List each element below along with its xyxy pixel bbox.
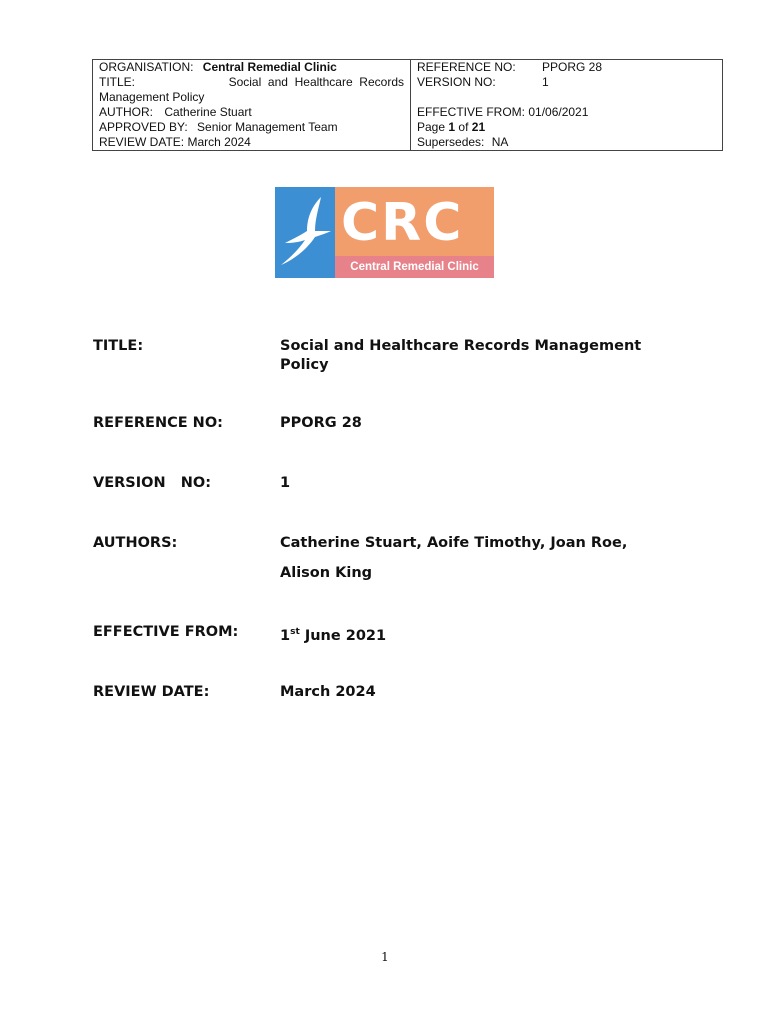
cover-version-field <box>93 474 733 493</box>
crc-logo <box>275 187 494 278</box>
review-row <box>99 135 404 150</box>
header-left-cell <box>93 60 411 151</box>
cover-authors-line2: Alison King <box>280 565 373 581</box>
cover-authors-field <box>93 534 733 553</box>
effective-value: 01/06/2021 <box>528 105 589 119</box>
page-current: 1 <box>448 120 456 134</box>
supersedes-label: Supersedes: <box>417 135 485 149</box>
supersedes-row <box>417 135 716 150</box>
title-row <box>99 75 404 90</box>
cover-reference-field <box>93 414 733 433</box>
supersedes-value: NA <box>491 135 509 149</box>
effective-label: EFFECTIVE FROM: <box>417 105 525 119</box>
title-value-line2: Management Policy <box>99 90 205 104</box>
document-control-table <box>92 59 723 151</box>
author-label: AUTHOR: <box>99 105 153 119</box>
effective-rest: June 2021 <box>299 627 387 644</box>
cover-effective-value <box>280 623 680 646</box>
cover-authors-label: AUTHORS: <box>93 535 178 551</box>
cover-reference-value: PPORG 28 <box>280 415 362 431</box>
organisation-value: Central Remedial Clinic <box>202 60 337 74</box>
cover-authors-line1: Catherine Stuart, Aoife Timothy, Joan Roe, <box>280 535 628 551</box>
cover-title-label: TITLE: <box>93 338 144 354</box>
page-number: 1 <box>381 950 389 964</box>
cover-effective-field <box>93 623 733 646</box>
title-label: TITLE: <box>99 75 136 89</box>
cover-title-line1: Social and Healthcare Records Management <box>280 338 642 354</box>
cover-version-value: 1 <box>280 475 291 491</box>
cover-title-line2: Policy <box>280 357 329 373</box>
version-label: VERSION NO: <box>417 75 496 89</box>
approved-label: APPROVED BY: <box>99 120 188 134</box>
cover-review-field <box>93 683 733 702</box>
effective-day: 1 <box>280 627 291 644</box>
reference-row <box>417 60 716 75</box>
version-value: 1 <box>542 75 549 89</box>
page-of: of <box>458 120 469 134</box>
review-value: March 2024 <box>187 135 251 149</box>
logo-clinic-name: Central Remedial Clinic <box>350 261 479 273</box>
cover-review-value: March 2024 <box>280 684 376 700</box>
header-right-cell <box>411 60 723 151</box>
cover-review-label: REVIEW DATE: <box>93 684 210 700</box>
author-value: Catherine Stuart <box>164 105 252 119</box>
effective-row <box>417 105 716 120</box>
organisation-label: ORGANISATION: <box>99 60 194 74</box>
review-label: REVIEW DATE: <box>99 135 185 149</box>
logo-initials: CRC <box>341 193 464 253</box>
author-row <box>99 105 404 120</box>
cover-version-label: VERSION NO: <box>93 475 211 491</box>
title-value-line1: Social and Healthcare Records <box>228 75 404 89</box>
effective-suffix: st <box>290 627 300 637</box>
page-label: Page <box>417 120 446 134</box>
page-row <box>417 120 716 135</box>
reference-label: REFERENCE NO: <box>417 60 516 74</box>
approved-value: Senior Management Team <box>197 120 338 134</box>
cover-title-field <box>93 337 733 375</box>
version-row <box>417 75 716 90</box>
reference-value: PPORG 28 <box>542 60 603 74</box>
bird-icon <box>277 193 333 273</box>
page-total: 21 <box>471 120 486 134</box>
approved-row <box>99 120 404 135</box>
cover-effective-label: EFFECTIVE FROM: <box>93 624 239 640</box>
cover-reference-label: REFERENCE NO: <box>93 415 223 431</box>
cover-title-value <box>280 337 680 375</box>
organisation-row <box>99 60 404 75</box>
